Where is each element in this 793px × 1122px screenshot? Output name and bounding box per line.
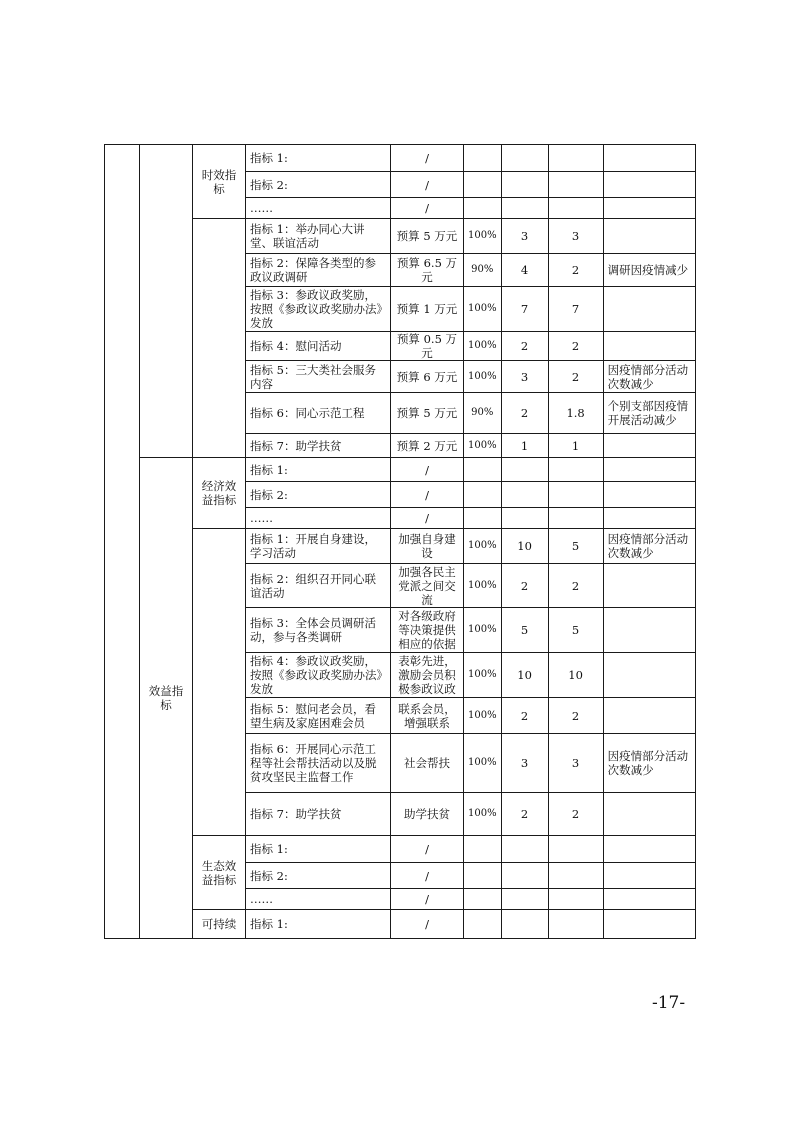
note-cell: 个别支部因疫情开展活动减少 xyxy=(603,393,695,434)
weight-cell: 100% xyxy=(464,287,502,332)
indicator-cell: 指标 2：保障各类型的参政议政调研 xyxy=(246,254,391,287)
actual-cell: 10 xyxy=(548,653,603,698)
weight-cell xyxy=(464,910,502,939)
target-cell: 预算 2 万元 xyxy=(391,434,464,458)
note-cell xyxy=(603,145,695,172)
note-cell xyxy=(603,889,695,910)
indicator-cell: 指标 2: xyxy=(246,172,391,198)
actual-cell: 2 xyxy=(548,564,603,608)
weight-cell: 100% xyxy=(464,793,502,836)
weight-cell: 100% xyxy=(464,529,502,564)
weight-cell xyxy=(464,482,502,508)
actual-cell: 1 xyxy=(548,434,603,458)
planned-cell xyxy=(501,508,548,529)
weight-cell: 100% xyxy=(464,434,502,458)
planned-cell: 2 xyxy=(501,393,548,434)
planned-cell xyxy=(501,458,548,482)
table-row xyxy=(105,836,696,863)
weight-cell: 90% xyxy=(464,393,502,434)
target-cell: 预算 0.5 万元 xyxy=(391,332,464,361)
indicator-cell: 指标 3：全体会员调研活动，参与各类调研 xyxy=(246,608,391,653)
table-row xyxy=(105,458,696,482)
actual-cell: 2 xyxy=(548,361,603,393)
actual-cell xyxy=(548,863,603,889)
indicator-cell: 指标 2: xyxy=(246,863,391,889)
note-cell xyxy=(603,458,695,482)
indicator-cell: …… xyxy=(246,889,391,910)
target-cell: 加强自身建设 xyxy=(391,529,464,564)
note-cell xyxy=(603,653,695,698)
weight-cell: 100% xyxy=(464,734,502,793)
note-cell xyxy=(603,793,695,836)
table-row xyxy=(105,910,696,939)
note-cell xyxy=(603,219,695,254)
note-cell: 因疫情部分活动次数减少 xyxy=(603,361,695,393)
note-cell xyxy=(603,434,695,458)
planned-cell: 7 xyxy=(501,287,548,332)
note-cell xyxy=(603,172,695,198)
page-number: -17- xyxy=(652,993,686,1013)
target-cell: 预算 5 万元 xyxy=(391,219,464,254)
table-row xyxy=(105,145,696,172)
planned-cell: 2 xyxy=(501,564,548,608)
indicator-cell: 指标 1: xyxy=(246,145,391,172)
planned-cell xyxy=(501,910,548,939)
weight-cell: 100% xyxy=(464,361,502,393)
table-row xyxy=(105,219,696,254)
note-cell xyxy=(603,508,695,529)
actual-cell: 2 xyxy=(548,698,603,734)
indicator-cell: 指标 1: xyxy=(246,458,391,482)
outer-column-2 xyxy=(140,145,193,458)
note-cell xyxy=(603,863,695,889)
actual-cell xyxy=(548,836,603,863)
target-cell: 助学扶贫 xyxy=(391,793,464,836)
planned-cell: 10 xyxy=(501,653,548,698)
weight-cell: 100% xyxy=(464,698,502,734)
planned-cell xyxy=(501,145,548,172)
target-cell: / xyxy=(391,836,464,863)
target-cell: 加强各民主党派之间交流 xyxy=(391,564,464,608)
target-cell: 预算 6 万元 xyxy=(391,361,464,393)
subcategory-label: 生态效益指标 xyxy=(193,836,246,910)
actual-cell: 2 xyxy=(548,793,603,836)
target-cell: 预算 6.5 万元 xyxy=(391,254,464,287)
category-label-benefit: 效益指标 xyxy=(140,458,193,939)
weight-cell xyxy=(464,145,502,172)
target-cell: / xyxy=(391,145,464,172)
actual-cell: 3 xyxy=(548,734,603,793)
note-cell: 因疫情部分活动次数减少 xyxy=(603,529,695,564)
weight-cell xyxy=(464,458,502,482)
note-cell xyxy=(603,836,695,863)
target-cell: 预算 5 万元 xyxy=(391,393,464,434)
weight-cell xyxy=(464,198,502,219)
actual-cell: 7 xyxy=(548,287,603,332)
actual-cell xyxy=(548,889,603,910)
indicator-cell: 指标 4：慰问活动 xyxy=(246,332,391,361)
actual-cell: 1.8 xyxy=(548,393,603,434)
planned-cell: 1 xyxy=(501,434,548,458)
weight-cell: 100% xyxy=(464,653,502,698)
subcategory-label: 经济效益指标 xyxy=(193,458,246,529)
indicator-cell: 指标 1: xyxy=(246,910,391,939)
note-cell: 因疫情部分活动次数减少 xyxy=(603,734,695,793)
subcategory-label: 时效指标 xyxy=(193,145,246,219)
actual-cell: 2 xyxy=(548,332,603,361)
actual-cell xyxy=(548,910,603,939)
planned-cell xyxy=(501,198,548,219)
note-cell xyxy=(603,287,695,332)
weight-cell xyxy=(464,836,502,863)
table-row xyxy=(105,529,696,564)
actual-cell: 3 xyxy=(548,219,603,254)
indicator-cell: 指标 1：开展自身建设，学习活动 xyxy=(246,529,391,564)
target-cell: 表彰先进，激励会员积极参政议政 xyxy=(391,653,464,698)
performance-table xyxy=(104,144,696,939)
target-cell: / xyxy=(391,889,464,910)
indicator-cell: 指标 7：助学扶贫 xyxy=(246,793,391,836)
target-cell: / xyxy=(391,508,464,529)
target-cell: / xyxy=(391,198,464,219)
planned-cell: 5 xyxy=(501,608,548,653)
note-cell xyxy=(603,198,695,219)
weight-cell: 100% xyxy=(464,608,502,653)
note-cell: 调研因疫情减少 xyxy=(603,254,695,287)
actual-cell xyxy=(548,458,603,482)
indicator-cell: 指标 2: xyxy=(246,482,391,508)
weight-cell xyxy=(464,172,502,198)
weight-cell xyxy=(464,889,502,910)
planned-cell xyxy=(501,863,548,889)
indicator-cell: 指标 6：同心示范工程 xyxy=(246,393,391,434)
subcategory-label xyxy=(193,219,246,458)
planned-cell: 10 xyxy=(501,529,548,564)
target-cell: / xyxy=(391,482,464,508)
weight-cell: 100% xyxy=(464,332,502,361)
target-cell: / xyxy=(391,458,464,482)
note-cell xyxy=(603,332,695,361)
planned-cell xyxy=(501,482,548,508)
planned-cell: 2 xyxy=(501,793,548,836)
indicator-cell: 指标 3：参政议政奖励，按照《参政议政奖励办法》发放 xyxy=(246,287,391,332)
planned-cell: 2 xyxy=(501,698,548,734)
subcategory-label: 可持续 xyxy=(193,910,246,939)
weight-cell: 100% xyxy=(464,564,502,608)
planned-cell: 4 xyxy=(501,254,548,287)
subcategory-label xyxy=(193,529,246,836)
indicator-cell: 指标 7：助学扶贫 xyxy=(246,434,391,458)
actual-cell xyxy=(548,482,603,508)
target-cell: / xyxy=(391,172,464,198)
weight-cell: 90% xyxy=(464,254,502,287)
indicator-cell: 指标 4：参政议政奖励，按照《参政议政奖励办法》发放 xyxy=(246,653,391,698)
actual-cell: 2 xyxy=(548,254,603,287)
indicator-cell: …… xyxy=(246,198,391,219)
actual-cell xyxy=(548,172,603,198)
weight-cell xyxy=(464,508,502,529)
planned-cell: 3 xyxy=(501,219,548,254)
target-cell: 对各级政府等决策提供相应的依据 xyxy=(391,608,464,653)
planned-cell xyxy=(501,836,548,863)
planned-cell: 3 xyxy=(501,734,548,793)
target-cell: / xyxy=(391,910,464,939)
planned-cell: 2 xyxy=(501,332,548,361)
indicator-cell: 指标 1: xyxy=(246,836,391,863)
target-cell: / xyxy=(391,863,464,889)
indicator-cell: …… xyxy=(246,508,391,529)
actual-cell xyxy=(548,145,603,172)
note-cell xyxy=(603,608,695,653)
weight-cell: 100% xyxy=(464,219,502,254)
indicator-cell: 指标 6：开展同心示范工程等社会帮扶活动以及脱贫攻坚民主监督工作 xyxy=(246,734,391,793)
indicator-cell: 指标 1：举办同心大讲堂、联谊活动 xyxy=(246,219,391,254)
planned-cell xyxy=(501,889,548,910)
planned-cell: 3 xyxy=(501,361,548,393)
actual-cell xyxy=(548,198,603,219)
note-cell xyxy=(603,910,695,939)
target-cell: 预算 1 万元 xyxy=(391,287,464,332)
actual-cell: 5 xyxy=(548,529,603,564)
note-cell xyxy=(603,698,695,734)
note-cell xyxy=(603,482,695,508)
actual-cell: 5 xyxy=(548,608,603,653)
weight-cell xyxy=(464,863,502,889)
indicator-cell: 指标 5：三大类社会服务内容 xyxy=(246,361,391,393)
planned-cell xyxy=(501,172,548,198)
target-cell: 联系会员，增强联系 xyxy=(391,698,464,734)
indicator-cell: 指标 2：组织召开同心联谊活动 xyxy=(246,564,391,608)
target-cell: 社会帮扶 xyxy=(391,734,464,793)
indicator-cell: 指标 5：慰问老会员，看望生病及家庭困难会员 xyxy=(246,698,391,734)
note-cell xyxy=(603,564,695,608)
actual-cell xyxy=(548,508,603,529)
outer-column-1 xyxy=(105,145,140,939)
